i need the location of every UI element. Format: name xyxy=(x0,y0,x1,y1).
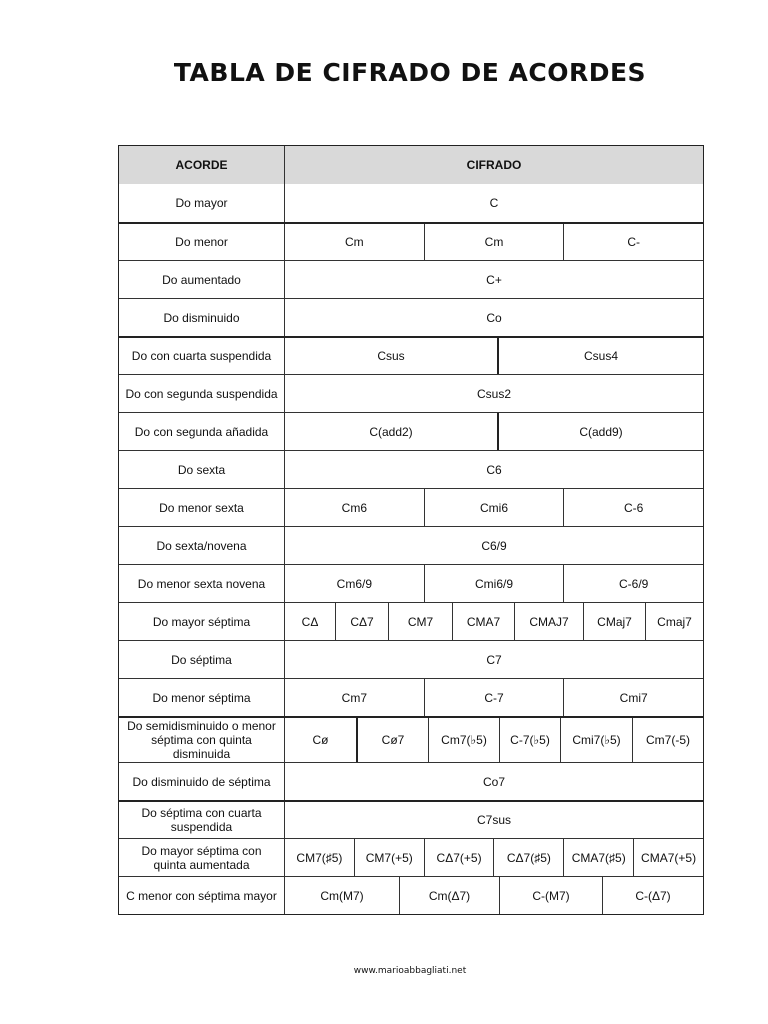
table-row xyxy=(119,298,703,336)
chord-symbol: C xyxy=(489,196,499,210)
chord-symbol: Cm(Δ7) xyxy=(399,877,499,914)
chord-name: Do sexta/novena xyxy=(119,527,285,564)
chord-symbol: C-7(♭5) xyxy=(499,718,560,762)
chord-symbol: Cm7 xyxy=(341,690,367,705)
chord-symbol: C- xyxy=(563,224,703,260)
table-row xyxy=(119,678,703,716)
chord-symbol: Cø7 xyxy=(356,718,428,762)
page-title: TABLA DE CIFRADO DE ACORDES xyxy=(173,58,647,87)
table-row xyxy=(119,800,703,838)
chord-symbol: C7 xyxy=(486,652,502,667)
chord-symbol: C-7 xyxy=(424,679,564,716)
chord-symbol: CMA7(+5) xyxy=(633,839,703,876)
chord-name: Do menor sexta xyxy=(119,489,285,526)
chord-symbol: Co xyxy=(486,310,502,325)
chord-symbol: C6/9 xyxy=(481,538,507,553)
chord-table xyxy=(118,145,704,915)
table-row xyxy=(119,260,703,298)
table-row xyxy=(119,412,703,450)
chord-symbol: Cm7(♭5) xyxy=(428,718,499,762)
chord-symbol: CΔ7(+5) xyxy=(424,839,494,876)
chord-symbol: C+ xyxy=(486,272,502,287)
table-row xyxy=(119,838,703,876)
table-row xyxy=(119,602,703,640)
chord-symbol: C-(Δ7) xyxy=(602,877,703,914)
chord-symbol: CMAJ7 xyxy=(514,603,583,640)
chord-symbol: Cmaj7 xyxy=(645,603,703,640)
chord-name: Do menor séptima xyxy=(119,679,285,716)
chord-symbol: Csus4 xyxy=(497,338,703,374)
chord-symbol: CMaj7 xyxy=(583,603,645,640)
chord-symbol: CM7 xyxy=(388,603,452,640)
chord-name: Do mayor séptima xyxy=(119,603,285,640)
chord-name: Do semidisminuido o menor séptima con quinta disminuida xyxy=(119,718,285,762)
chord-symbol: CΔ xyxy=(301,614,319,629)
table-header xyxy=(119,146,703,184)
chord-symbol: C(add9) xyxy=(497,413,703,450)
table-row xyxy=(119,564,703,602)
chord-symbol: C-(M7) xyxy=(499,877,602,914)
chord-symbol: Cm(M7) xyxy=(320,888,364,903)
chord-name: Do sexta xyxy=(119,451,285,488)
chord-name: Do con cuarta suspendida xyxy=(119,338,285,374)
chord-symbol: Cm xyxy=(345,235,364,249)
chord-name: Do disminuido de séptima xyxy=(119,763,285,800)
chord-symbol: Cmi6 xyxy=(424,489,564,526)
chord-symbol: CMA7 xyxy=(452,603,514,640)
chord-name: C menor con séptima mayor xyxy=(119,877,285,914)
chord-symbol: CM7(+5) xyxy=(354,839,424,876)
chord-symbol: Cm xyxy=(424,224,564,260)
table-row xyxy=(119,526,703,564)
table-row xyxy=(119,876,703,914)
chord-symbol: C7sus xyxy=(476,813,511,827)
chord-name: Do menor sexta novena xyxy=(119,565,285,602)
chord-symbol: Cmi7(♭5) xyxy=(560,718,632,762)
chord-symbol: CM7(♯5) xyxy=(296,850,343,865)
chord-symbol: Cm7(-5) xyxy=(632,718,703,762)
chord-symbol: Csus2 xyxy=(476,386,511,401)
chord-name: Do mayor xyxy=(119,184,285,222)
table-row xyxy=(119,222,703,260)
chord-symbol: Co7 xyxy=(482,774,505,789)
chord-symbol: Csus xyxy=(377,349,405,363)
footer-url: www.marioabbagliati.net xyxy=(353,966,467,976)
table-row xyxy=(119,450,703,488)
chord-name: Do menor xyxy=(119,224,285,260)
chord-symbol: CΔ7(♯5) xyxy=(493,839,563,876)
chord-symbol: C-6/9 xyxy=(563,565,703,602)
chord-name: Do disminuido xyxy=(119,299,285,336)
header-cifrado: CIFRADO xyxy=(466,158,522,172)
table-row xyxy=(119,716,703,762)
chord-symbol: CMA7(♯5) xyxy=(563,839,633,876)
chord-symbol: Cmi7 xyxy=(563,679,703,716)
chord-symbol: Cmi6/9 xyxy=(424,565,564,602)
chord-symbol: Cm6/9 xyxy=(336,576,372,591)
chord-symbol: CΔ7 xyxy=(335,603,388,640)
chord-name: Do aumentado xyxy=(119,261,285,298)
chord-name: Do mayor séptima con quinta aumentada xyxy=(119,839,285,876)
table-row xyxy=(119,374,703,412)
chord-name: Do séptima xyxy=(119,641,285,678)
table-row xyxy=(119,488,703,526)
chord-name: Do con segunda añadida xyxy=(119,413,285,450)
chord-symbol: C-6 xyxy=(563,489,703,526)
table-row xyxy=(119,184,703,222)
chord-name: Do con segunda suspendida xyxy=(119,375,285,412)
chord-symbol: C6 xyxy=(486,462,502,477)
chord-name: Do séptima con cuarta suspendida xyxy=(119,802,285,838)
header-acorde: ACORDE xyxy=(119,146,285,184)
table-row xyxy=(119,640,703,678)
chord-symbol: Cm6 xyxy=(341,500,367,515)
chord-symbol: Cø xyxy=(312,733,329,747)
chord-symbol: C(add2) xyxy=(369,424,413,439)
table-row xyxy=(119,762,703,800)
table-row xyxy=(119,336,703,374)
